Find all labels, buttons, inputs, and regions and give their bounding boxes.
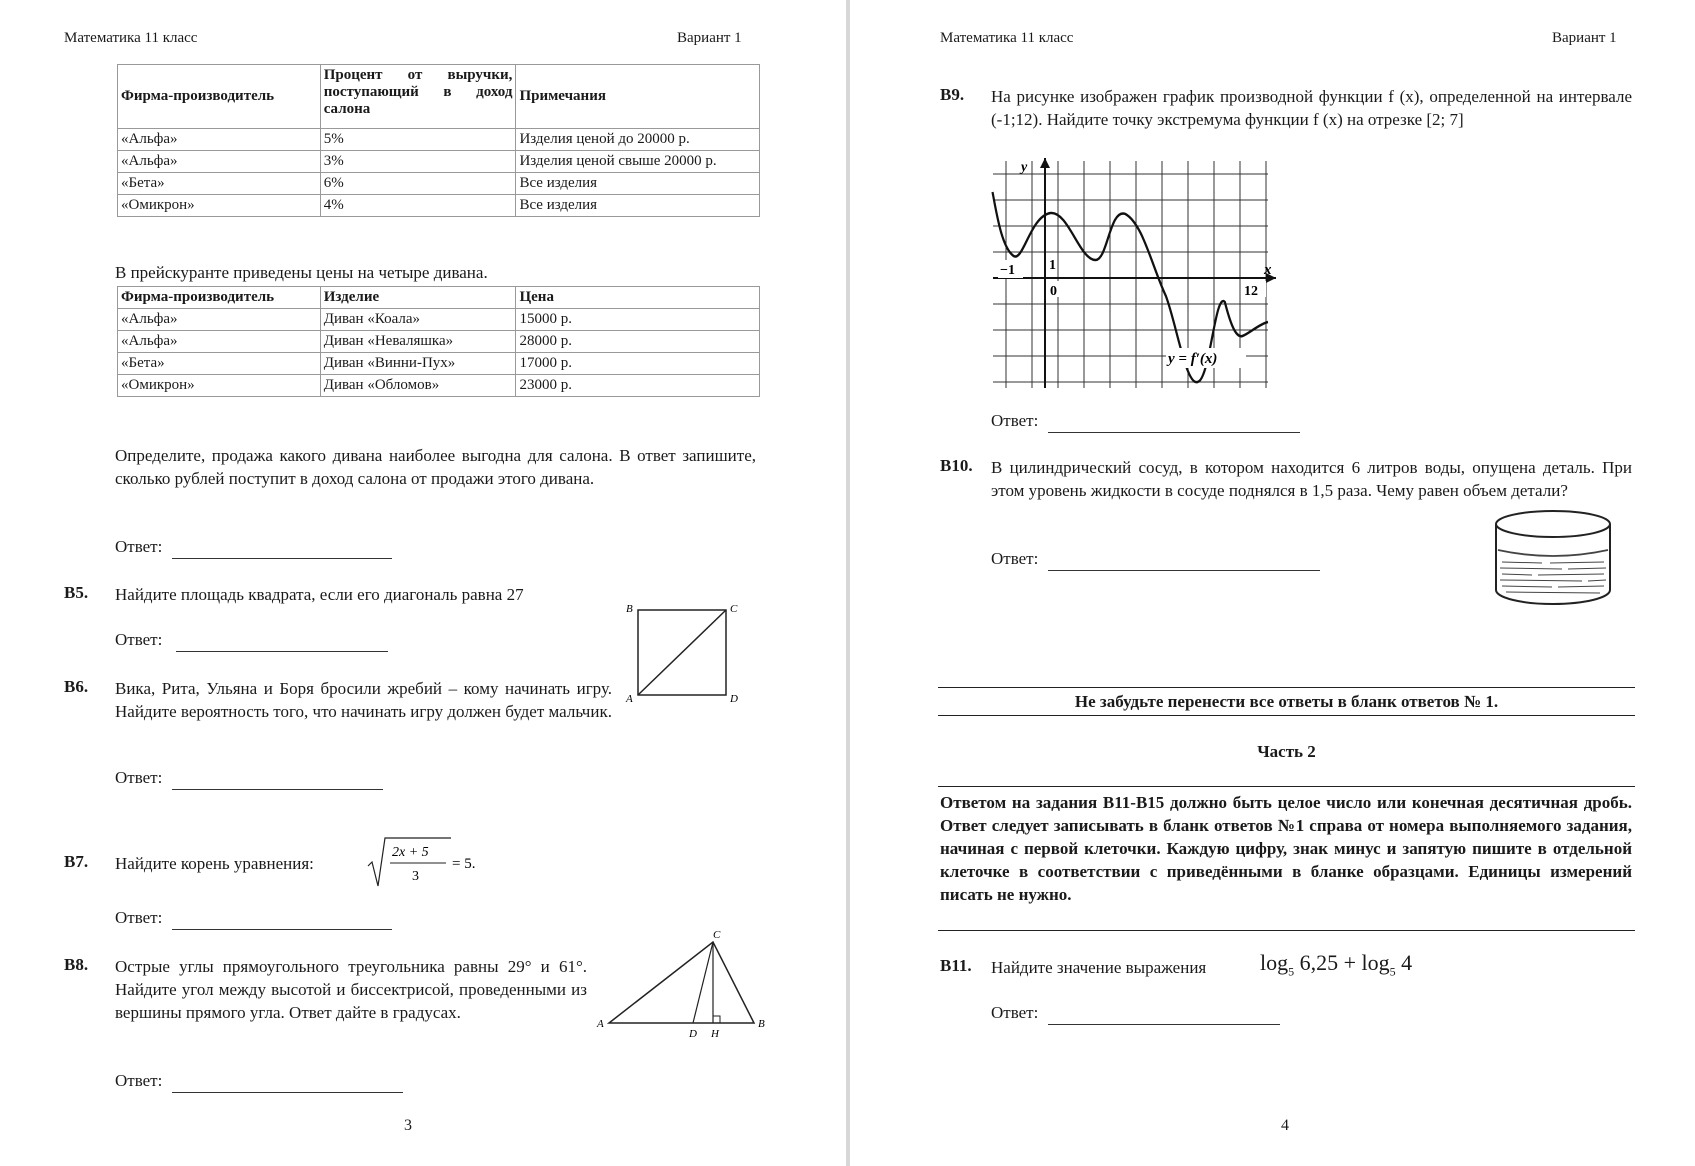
square-figure xyxy=(622,600,748,705)
equation xyxy=(366,834,476,890)
vertex-a-label: A xyxy=(626,693,633,705)
table-cell: Изделия ценой до 20000 р. xyxy=(516,129,760,151)
price-table xyxy=(117,286,760,397)
vertex-c-label: C xyxy=(713,929,721,941)
triangle-figure xyxy=(595,928,775,1038)
table-row xyxy=(118,375,760,397)
answer-label: Ответ: xyxy=(991,1003,1039,1022)
price-intro: В прейскуранте приведены цены на четыре дивана. xyxy=(115,263,488,282)
y-axis-label: y xyxy=(1021,160,1028,175)
answer-field[interactable] xyxy=(172,789,383,790)
table-cell: Все изделия xyxy=(516,173,760,195)
table-cell: 23000 р. xyxy=(516,375,760,397)
table-cell: «Альфа» xyxy=(118,151,321,173)
table-cell: Изделия ценой свыше 20000 р. xyxy=(516,151,760,173)
b11-number: B11. xyxy=(940,956,972,975)
x-axis-label: x xyxy=(1264,262,1272,278)
x-tick-0: 0 xyxy=(1050,284,1057,299)
rule-bottom xyxy=(938,715,1635,716)
table-cell: 5% xyxy=(320,129,516,151)
y-axis-arrow xyxy=(1040,158,1050,168)
table-cell: «Альфа» xyxy=(118,309,321,331)
table-cell: 6% xyxy=(320,173,516,195)
eq-numerator: 2x + 5 xyxy=(392,845,429,860)
b10-text: В цилиндрический сосуд, в котором находится 6 литров воды, опущена деталь. При этом уровень жидкости в сосуде поднялся в 1,5 раза. Чему равен объем детали? xyxy=(991,458,1632,500)
table-row xyxy=(118,129,760,151)
log-2-base: 5 xyxy=(1389,964,1396,979)
b7-number: B7. xyxy=(64,852,89,871)
log-1-base: 5 xyxy=(1288,964,1295,979)
x-tick-12: 12 xyxy=(1244,284,1258,299)
table-row xyxy=(118,195,760,217)
log-1-arg: 6,25 xyxy=(1299,950,1339,975)
table-cell: Диван «Неваляшка» xyxy=(320,331,516,353)
y-tick-1: 1 xyxy=(1049,258,1056,273)
answer-field[interactable] xyxy=(172,929,392,930)
answer-field[interactable] xyxy=(172,1092,403,1093)
rule-top xyxy=(938,687,1635,688)
answer-field[interactable] xyxy=(176,651,388,652)
b11-text: Найдите значение выражения xyxy=(991,958,1207,977)
b8-number: B8. xyxy=(64,955,89,974)
point-d-label: D xyxy=(689,1028,697,1038)
table-cell: «Бета» xyxy=(118,173,321,195)
b5-text: Найдите площадь квадрата, если его диагональ равна 27 xyxy=(115,585,524,604)
x-tick-neg1: −1 xyxy=(1000,263,1015,278)
page-left xyxy=(0,0,846,1166)
answer-field[interactable] xyxy=(1048,432,1300,433)
vertex-d-label: D xyxy=(730,693,738,705)
b6-text: Вика, Рита, Ульяна и Боря бросили жребий – кому начинать игру. Найдите вероятность того, что начинать игру должен будет мальчик. xyxy=(115,679,612,721)
table-cell: Диван «Винни-Пух» xyxy=(320,353,516,375)
plus-sign: + xyxy=(1343,950,1357,975)
rule-part2-top xyxy=(938,786,1635,787)
answer-field[interactable] xyxy=(1048,570,1320,571)
cylinder-figure xyxy=(1492,506,1614,608)
table-cell: Диван «Коала» xyxy=(320,309,516,331)
table1-header-firm: Фирма-производитель xyxy=(118,65,321,129)
table-cell: 4% xyxy=(320,195,516,217)
log-2-arg: 4 xyxy=(1401,950,1413,975)
b5-number: B5. xyxy=(64,583,89,602)
water-fill xyxy=(1498,550,1608,593)
answer-label: Ответ: xyxy=(115,630,163,649)
b7-text: Найдите корень уравнения: xyxy=(115,854,314,873)
table-row xyxy=(118,309,760,331)
page-right xyxy=(850,0,1695,1166)
table-cell: «Омикрон» xyxy=(118,195,321,217)
table1-header-notes: Примечания xyxy=(516,65,760,129)
point-h-label: H xyxy=(711,1028,719,1038)
table-cell: 15000 р. xyxy=(516,309,760,331)
part2-instructions: Ответом на задания B11-B15 должно быть целое число или конечная десятичная дробь. Ответ следует записывать в бланк ответов №1 справа от номера выполняемого задания, начиная с первой клеточки. Каждую цифру, знак минус и запятую пишите в отдельной клеточке в соответствии с приведёнными в бланке образцами. Единицы измерений писать не нужно. xyxy=(940,793,1632,904)
table-cell: «Альфа» xyxy=(118,129,321,151)
reminder-text: Не забудьте перенести все ответы в бланк ответов № 1. xyxy=(1074,692,1499,711)
table1-header-percent: Процент от выручки, поступающий в доход салона xyxy=(320,65,516,129)
table2-header-firm: Фирма-производитель xyxy=(118,287,321,309)
header-variant: Вариант 1 xyxy=(677,30,742,46)
table-cell: «Альфа» xyxy=(118,331,321,353)
header-variant: Вариант 1 xyxy=(1552,30,1617,46)
header-subject: Математика 11 класс xyxy=(64,30,198,46)
b6-number: B6. xyxy=(64,677,89,696)
answer-label: Ответ: xyxy=(115,537,163,556)
vertex-a-label: A xyxy=(597,1018,604,1030)
vertex-b-label: B xyxy=(626,603,633,615)
answer-label: Ответ: xyxy=(991,549,1039,568)
table-cell: Диван «Обломов» xyxy=(320,375,516,397)
table-cell: «Омикрон» xyxy=(118,375,321,397)
table-row xyxy=(118,353,760,375)
header-subject: Математика 11 класс xyxy=(940,30,1074,46)
eq-denominator: 3 xyxy=(412,869,419,884)
answer-field[interactable] xyxy=(1048,1024,1280,1025)
derivative-graph xyxy=(990,156,1280,396)
function-label: y = f′(x) xyxy=(1168,351,1218,367)
table2-header-item: Изделие xyxy=(320,287,516,309)
answer-label: Ответ: xyxy=(115,908,163,927)
page-number: 4 xyxy=(1281,1117,1289,1134)
b11-expression xyxy=(1260,950,1412,979)
b10-number: B10. xyxy=(940,456,973,475)
table-row xyxy=(118,331,760,353)
table-cell: «Бета» xyxy=(118,353,321,375)
commission-table xyxy=(117,64,760,217)
table-row xyxy=(118,173,760,195)
vertex-c-label: C xyxy=(730,603,738,615)
rule-part2-bottom xyxy=(938,930,1635,931)
vertex-b-label: B xyxy=(758,1018,765,1030)
log-1: log xyxy=(1260,950,1289,975)
table-cell: 17000 р. xyxy=(516,353,760,375)
table-cell: 3% xyxy=(320,151,516,173)
table2-header-price: Цена xyxy=(516,287,760,309)
table-cell: Все изделия xyxy=(516,195,760,217)
table-cell: 28000 р. xyxy=(516,331,760,353)
page-number: 3 xyxy=(404,1117,412,1134)
b8-text: Острые углы прямоугольного треугольника равны 29° и 61°. Найдите угол между высотой и биссектрисой, проведенными из вершины прямого угла. Ответ дайте в градусах. xyxy=(115,957,587,1022)
task-text: Определите, продажа какого дивана наиболее выгодна для салона. В ответ запишите, сколько рублей поступит в доход салона от продажи этого дивана. xyxy=(115,446,756,488)
b9-text: На рисунке изображен график производной функции f (x), определенной на интервале (-1;12). Найдите точку экстремума функции f (x) на отрезке [2; 7] xyxy=(991,87,1632,129)
eq-rhs: = 5. xyxy=(452,856,476,872)
answer-label: Ответ: xyxy=(991,411,1039,430)
answer-label: Ответ: xyxy=(115,1071,163,1090)
answer-field[interactable] xyxy=(172,558,392,559)
table-row xyxy=(118,151,760,173)
answer-label: Ответ: xyxy=(115,768,163,787)
b9-number: B9. xyxy=(940,85,965,104)
log-2: log xyxy=(1361,950,1390,975)
part2-title: Часть 2 xyxy=(1257,742,1316,761)
